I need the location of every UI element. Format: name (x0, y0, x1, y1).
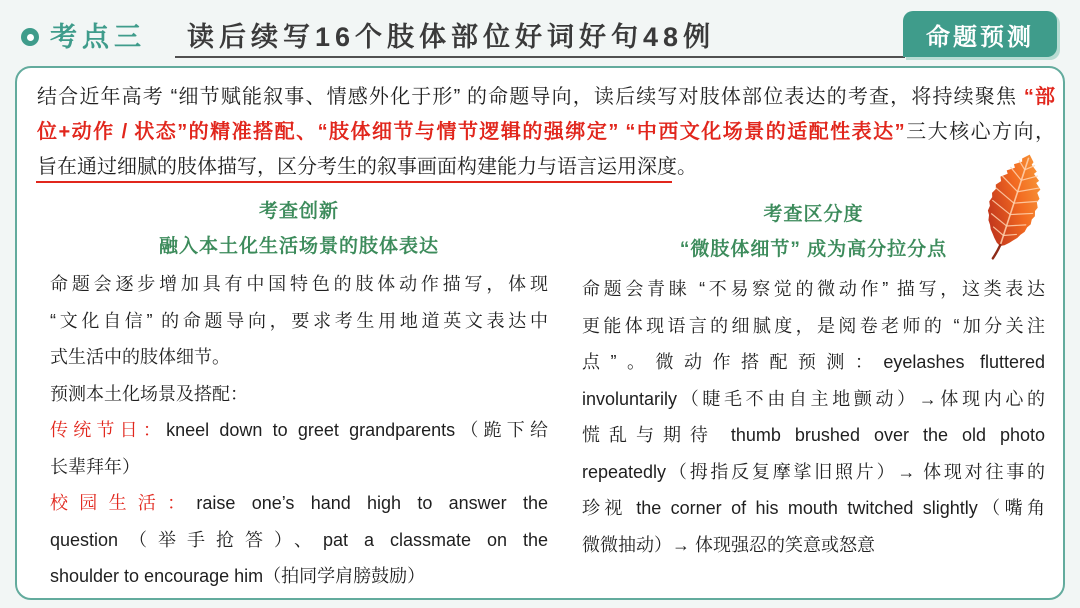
column-heading: 考查区分度 (763, 204, 864, 225)
intro-line (37, 80, 1055, 115)
body-line: involuntarily（睫毛不由自主地颤动）→体现内心的 (582, 388, 1045, 409)
prediction-tab (903, 11, 1057, 57)
body-line: 慌乱与期待 thumb brushed over the old photo (582, 425, 1045, 445)
column-subheading: 融入本土化生活场景的肢体表达 (158, 236, 439, 257)
column-heading: 考查创新 (258, 201, 339, 222)
section-label: 考点三 (50, 22, 146, 52)
body-line-text: kneel down to greet grandparents（跪下给 (166, 420, 548, 440)
circle-bullet-icon (21, 28, 39, 46)
body-line: 命题会逐步增加具有中国特色的肢体动作描写，体现 (50, 274, 548, 294)
body-line: 预测本土化场景及搭配： (50, 383, 248, 404)
column-body (50, 266, 548, 595)
body-line: 更能体现语言的细腻度，是阅卷老师的 “加分关注 (582, 315, 1045, 336)
scenario-label: 校园生活： (50, 493, 197, 513)
intro-text: 三大核心方向， (904, 121, 1055, 143)
body-line: 式生活中的肢体细节。 (50, 347, 230, 367)
intro-line (37, 115, 1055, 150)
body-line: shoulder to encourage him（拍同学肩膀鼓励） (50, 566, 426, 586)
body-line: 长辈拜年） (50, 456, 140, 477)
column-body (582, 271, 1045, 563)
body-line: 命题会青睐 “不易察觉的微动作” 描写，这类表达 (582, 279, 1045, 299)
innovation-column (50, 198, 548, 598)
intro-paragraph (37, 80, 1055, 185)
scenario-label: 传统节日： (50, 420, 167, 440)
body-line: 点”。微动作搭配预测：eyelashes fluttered (582, 352, 1045, 372)
body-line: “文化自信” 的命题导向，要求考生用地道英文表达中 (50, 310, 548, 331)
slide-title: 读后续写16个肢体部位好词好句48例 (187, 22, 716, 52)
body-line (50, 485, 548, 522)
intro-emphasis: “部 (1023, 86, 1055, 108)
body-line: 微微抽动）→ 体现强忍的笑意或怒意 (582, 534, 875, 555)
column-subheading: “微肢体细节” 成为高分拉分点 (679, 239, 948, 260)
intro-text: 结合近年高考 “细节赋能叙事、情感外化于形” 的命题导向，读后续写对肢体部位表达的考查，将持续聚焦 (37, 86, 1024, 108)
title-underline (175, 56, 905, 58)
intro-emphasis: 位+动作 / 状态”的精准搭配、“肢体细节与情节逻辑的强绑定” “中西文化场景的适配性表达” (37, 121, 905, 143)
body-line: question（举手抢答）、pat a classmate on the (50, 529, 548, 550)
bullet-dot (27, 34, 34, 41)
body-line: repeatedly（拇指反复摩挲旧照片）→ 体现对往事的 (582, 461, 1045, 482)
body-line (50, 412, 548, 449)
body-line-text: raise one’s hand high to answer the (196, 493, 548, 513)
body-line: 珍视 the corner of his mouth twitched slightly（嘴角 (582, 498, 1045, 518)
prediction-tab-label: 命题预测 (926, 23, 1034, 51)
emphasis-underline (36, 181, 672, 183)
intro-line: 旨在通过细腻的肢体描写，区分考生的叙事画面构建能力与语言运用深度。 (37, 156, 697, 178)
content-panel (15, 66, 1065, 600)
differentiation-column (582, 201, 1045, 571)
